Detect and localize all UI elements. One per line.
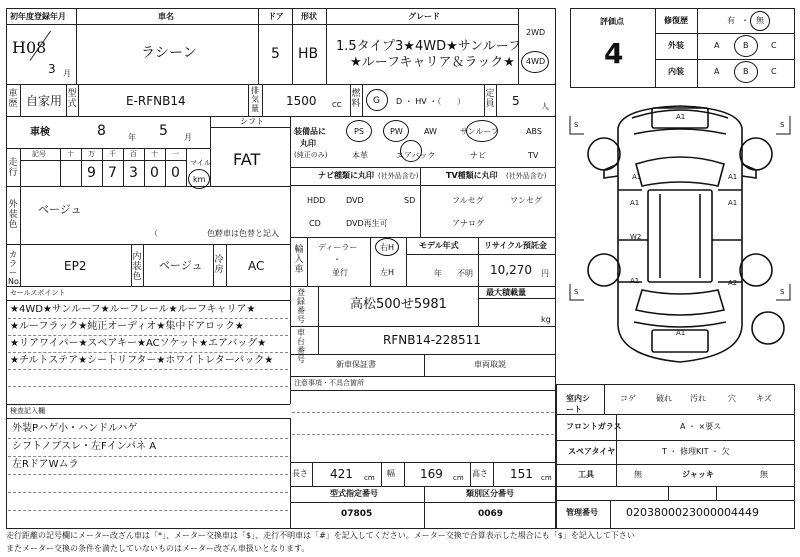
recycle-value: 10,270 (490, 263, 532, 277)
drive-4wd: 4WD (526, 57, 546, 66)
diagram-side-mark: S (574, 121, 579, 129)
equip-tv: TV (528, 151, 539, 160)
sales-point-line: ★ルーフラック★純正オーディオ★集中ドアロック★ (10, 321, 244, 332)
km-label: km (193, 175, 206, 184)
spare-label: スペアタイヤ (568, 447, 616, 456)
footer-note-1: 走行距離の記号欄にメーター改ざん車は「*」、メーター交換車は「$」、走行不明車は「#」を記入してください。メーター交換で合算表示した場合にも「$」を記入して下さい (6, 531, 635, 540)
diagram-side-mark: S (574, 288, 579, 296)
width-value: 169 (420, 467, 443, 481)
interior-color-label: 内装色 (132, 252, 142, 282)
max-load-unit: kg (541, 315, 551, 324)
color-no-value: EP2 (64, 259, 87, 273)
inspector-label: 検査記入欄 (10, 407, 45, 415)
class-value: 0069 (478, 509, 504, 519)
capacity-value: 5 (512, 94, 520, 108)
exterior-grade-label: 外装 (668, 41, 684, 50)
tv-oneseg: ワンセグ (510, 196, 542, 205)
class-label: 類別区分番号 (466, 489, 514, 498)
equip-pw: PW (390, 127, 403, 136)
exterior-paren: （ ） (150, 229, 222, 238)
inspection-month-unit: 月 (184, 133, 192, 142)
shift-value: FAT (233, 150, 261, 169)
mgmt-label: 管理番号 (566, 508, 598, 517)
mileage-digit: 3 (129, 165, 138, 181)
km-circle (188, 169, 210, 189)
jack-label: ジャッキ (682, 470, 714, 479)
mileage-digit: 7 (108, 165, 117, 181)
windshield-value: A ・ ×要ス (680, 422, 722, 431)
diagram-side-mark: S (780, 121, 785, 129)
displacement-unit: CC (332, 101, 342, 109)
grade-line-2: ★ルーフキャリア＆ラック★ (350, 55, 515, 70)
drive-4wd-circle (521, 51, 549, 73)
usage-value: 自家用 (26, 94, 63, 108)
model-year-unit: 年 (434, 269, 442, 278)
import-label: 輸入車 (294, 245, 304, 275)
import-dot: ・ (333, 255, 341, 264)
displacement-label: 排気量 (251, 86, 259, 113)
doors-label: ドア (268, 12, 284, 21)
damage-label: A1 (676, 113, 686, 121)
import-parallel: 並行 (332, 268, 348, 277)
first-reg-label: 初年度登録年月 (10, 12, 66, 21)
first-reg-era: H08 (12, 38, 47, 57)
shape-value: HB (298, 46, 319, 62)
inspector-line: 左RドアWムラ (12, 459, 79, 470)
model-name: ラシーン (141, 45, 197, 61)
exterior-grade-b-circle (734, 35, 758, 57)
capacity-label: 定員 (485, 89, 495, 109)
ac-label: 冷房 (214, 255, 224, 275)
fuel-g-circle (366, 89, 388, 111)
score-label: 評価点 (600, 17, 624, 26)
exterior-grade-a: A (714, 41, 720, 50)
equipment-label-3: (純正のみ) (294, 151, 328, 159)
equip-ps: PS (354, 127, 364, 136)
interior-grade-b: B (743, 67, 749, 76)
digit-header: 千 (109, 150, 116, 158)
equip-sunroof: サンルーフ (460, 127, 499, 136)
digit-header: 十 (67, 150, 74, 158)
nav-header-note: (社外品含む) (378, 172, 419, 180)
seat-item: 破れ (656, 394, 672, 403)
damage-label: A1 (676, 329, 686, 337)
sales-point-line: ★4WD★サンルーフ★ルーフレール★ルーフキャリア★ (10, 304, 256, 315)
length-label: 長さ (292, 469, 308, 478)
seat-item: コゲ (620, 394, 636, 403)
width-unit: cm (453, 474, 464, 482)
height-unit: cm (541, 474, 552, 482)
tools-value: 無 (634, 470, 642, 479)
inspector-line: シフトノブスレ・左Fインパネ A (12, 441, 157, 452)
equip-abs: ABS (526, 127, 542, 136)
exterior-grade-c: C (771, 41, 777, 50)
model-year-unknown: 不明 (457, 269, 473, 278)
inspection-year-unit: 年 (128, 133, 136, 142)
equip-airbag: エアバック (396, 151, 436, 160)
digit-header: 一 (172, 150, 179, 158)
equip-airbag-circle (400, 140, 422, 162)
equip-navi: ナビ (470, 151, 486, 160)
doors-value: 5 (271, 46, 280, 62)
grade-line-1: 1.5タイプ3★4WD★サンルーフ (336, 39, 522, 54)
width-label: 幅 (387, 469, 395, 478)
capacity-unit: 人 (541, 102, 549, 111)
repair-no-circle (750, 11, 770, 31)
nav-sd: SD (404, 196, 416, 205)
jack-value: 無 (760, 470, 768, 479)
owner-manual: 車両取説 (474, 360, 506, 369)
digit-header: 万 (88, 150, 95, 158)
equip-sunroof-circle (466, 120, 498, 142)
right-hand: 右H (380, 243, 395, 252)
equipment-label-2: 丸印 (300, 139, 316, 148)
mileage-digit: 0 (171, 165, 180, 181)
length-unit: cm (364, 474, 375, 482)
exterior-note: 色替車は色替と記入 (207, 229, 279, 238)
type-designation-value: 07805 (341, 509, 373, 519)
shift-label: シフト (240, 117, 264, 126)
nav-dvd-play: DVD再生可 (346, 219, 388, 228)
reg-no-label: 登録番号 (297, 288, 305, 324)
spare-value: T ・ 修理KIT ・ 欠 (662, 447, 730, 456)
seat-item: 穴 (728, 394, 736, 403)
max-load-label: 最大積載量 (486, 288, 526, 297)
footer-note-2: またメーター交換の条件を満たしていないものはメーター改ざん車扱いとなります。 (6, 544, 310, 553)
shape-label: 形状 (301, 12, 317, 21)
tv-fullseg: フルセグ (452, 196, 484, 205)
inspection-month: 5 (159, 123, 168, 139)
ac-value: AC (248, 259, 265, 273)
height-value: 151 (510, 467, 533, 481)
fuel-label: 燃料 (351, 89, 361, 109)
nav-cd: CD (309, 219, 321, 228)
interior-seat-label: 室内シート (566, 394, 590, 414)
nav-header: ナビ種類に丸印 (318, 171, 374, 180)
inspection-year: 8 (97, 123, 106, 139)
mileage-digit: 0 (150, 165, 159, 181)
damage-label: A1 (632, 173, 642, 181)
repair-yes: 有 (727, 16, 735, 25)
drive-2wd: 2WD (526, 28, 546, 37)
seat-item: キズ (756, 394, 772, 403)
nav-hdd: HDD (307, 196, 326, 205)
tv-analog: アナログ (452, 219, 484, 228)
repair-no: 無 (756, 16, 764, 25)
tv-header-note: (社外品含む) (506, 172, 547, 180)
interior-grade-a: A (714, 67, 720, 76)
recycle-label: リサイクル預託金 (484, 241, 547, 250)
seat-item: 汚れ (690, 394, 706, 403)
score-value: 4 (604, 37, 624, 70)
interior-grade-label: 内装 (668, 67, 684, 76)
tools-label: 工具 (578, 470, 594, 479)
first-reg-month-unit: 月 (63, 69, 71, 78)
windshield-label: フロントガラス (566, 422, 622, 431)
damage-label: W2 (630, 233, 642, 241)
model-name-label: 車名 (158, 12, 174, 21)
equip-pw-circle (383, 120, 409, 142)
reg-no-value: 高松500せ5981 (350, 297, 447, 312)
notes-label: 注意事項・不具合箇所 (294, 379, 364, 387)
nav-dvd: DVD (346, 196, 364, 205)
exterior-grade-b: B (743, 41, 749, 50)
equip-aw: AW (424, 127, 437, 136)
usage-label: 車歴 (8, 89, 18, 109)
damage-label: A1 (728, 199, 738, 207)
left-hand: 左H (380, 268, 395, 277)
damage-label: A1 (728, 173, 738, 181)
equip-leather: 本革 (352, 151, 368, 160)
equip-ps-circle (346, 120, 372, 142)
equipment-label-1: 装備品に (294, 127, 326, 136)
sales-point-line: ★チルトステア★シートリフター★ホワイトレターパック★ (10, 355, 274, 366)
type-label: 型式 (67, 89, 77, 109)
interior-grade-b-circle (734, 61, 758, 83)
digit-header: 百 (130, 150, 137, 158)
mile-label: マイル (190, 159, 211, 167)
car-damage-diagram (560, 94, 800, 380)
type-value: E-RFNB14 (126, 94, 186, 108)
interior-color-value: ベージュ (159, 259, 203, 272)
exterior-color: ベージュ (38, 203, 82, 216)
type-designation-label: 型式指定番号 (330, 489, 378, 498)
fuel-rest: D ・ HV ・（ ） (396, 97, 466, 106)
digit-header: 十 (151, 150, 158, 158)
first-reg-month: 3 (48, 62, 56, 76)
repair-label: 修復歴 (664, 16, 688, 25)
sales-points-label: セールスポイント (10, 289, 66, 297)
damage-label: A2 (728, 279, 738, 287)
exterior-label: 外装色 (8, 200, 18, 230)
right-hand-circle (375, 238, 399, 256)
displacement-value: 1500 (286, 94, 317, 108)
damage-label: A1 (630, 277, 640, 285)
height-label: 高さ (472, 469, 488, 478)
mileage-label: 走行 (8, 158, 18, 178)
import-dealer: ディーラー (318, 243, 358, 252)
grade-label: グレード (408, 12, 440, 21)
inspector-line: 外装Pハゲ小・ハンドルハゲ (12, 423, 138, 434)
diagram-side-mark: S (780, 288, 785, 296)
fuel-g: G (373, 96, 380, 106)
chassis-label: 車台番号 (297, 328, 305, 364)
length-value: 421 (330, 467, 353, 481)
sales-point-line: ★リアワイパー★スペアキー★ACソケット★エアバッグ★ (10, 338, 267, 349)
mileage-digit: 9 (87, 165, 96, 181)
repair-sep: ・ (741, 16, 749, 25)
mgmt-no: 0203800023000004449 (626, 506, 759, 519)
record-label: 記号 (32, 150, 46, 158)
model-year-label: モデル年式 (419, 241, 459, 250)
recycle-unit: 円 (541, 269, 549, 278)
chassis-value: RFNB14-228511 (383, 333, 481, 347)
new-car-warranty: 新車保証書 (336, 360, 376, 369)
inspection-label: 車検 (30, 127, 50, 138)
tv-header: TV種類に丸印 (446, 171, 498, 180)
color-no-label: カラーNo. (8, 250, 22, 286)
damage-label: A1 (630, 199, 640, 207)
interior-grade-c: C (771, 67, 777, 76)
